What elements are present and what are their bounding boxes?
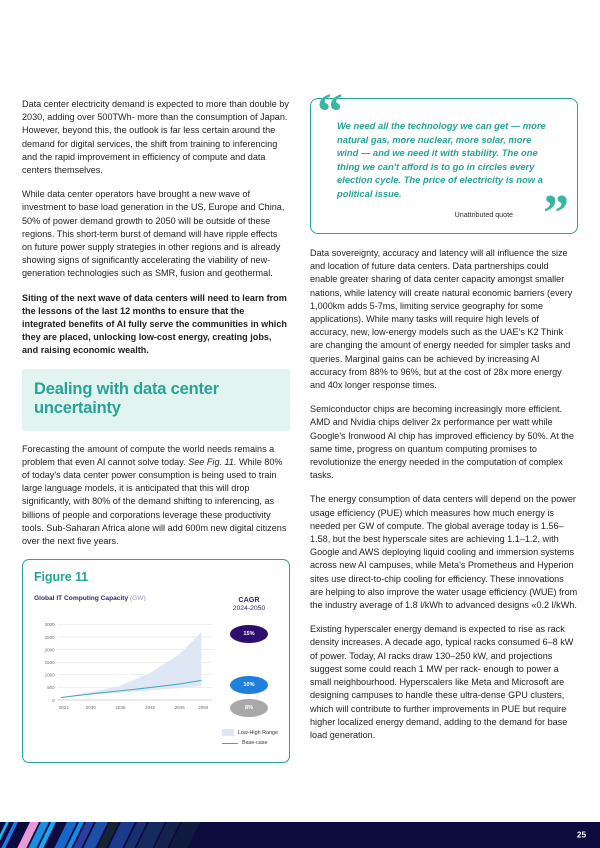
cagr-bubble-base: 10% xyxy=(230,676,268,694)
figure-body xyxy=(34,595,278,750)
svg-text:2050: 2050 xyxy=(198,705,209,711)
svg-text:2035: 2035 xyxy=(115,705,126,711)
left-column xyxy=(22,98,290,763)
chart-area xyxy=(34,595,214,750)
svg-text:1000: 1000 xyxy=(44,672,55,678)
svg-text:2030: 2030 xyxy=(85,705,96,711)
legend-swatch-icon xyxy=(222,729,234,736)
pull-quote-box xyxy=(310,84,578,242)
svg-text:2045: 2045 xyxy=(174,705,185,711)
cagr-bubble-high: 15% xyxy=(230,625,268,643)
paragraph: The energy consumption of data centers will depend on the power usage efficiency (PUE) which measures how much energy is needed per GW of compute. The global average today is 1.56–1.58, but the best hyperscale sites are achieving 1.1–1.2, with Google and AWS deploying liquid cooling and immersion systems across new AI campuses, while Meta's Prometheus and Hyperion sites use direct-to-chip cooling for efficiency. These innovations are helping to also improve the water usage efficiency (WUE) from the industry average of 1.8 l/kWh to advanced designs «0.2 l/kWh. xyxy=(310,494,578,611)
paragraph: Data sovereignty, accuracy and latency will all influence the size and location of future data centers. Data partnerships could enable greater sharing of data center capacity amongst smaller nations, while latency will create natural economic barriers (every 1,000km adds 5-7ms, limiting service geography for some applications). While many tasks will require high levels of accuracy, new, low-energy models such as the UAE's K2 Think are changing the amount of energy needed for simpler tasks and queries. Marginal gains can be achieved by increasing AI accuracy from 88% to 96%, but at the cost of 28x more energy and 40x longer response times. xyxy=(310,248,573,391)
legend-item-base-case xyxy=(222,740,278,746)
cagr-bubbles xyxy=(220,619,278,719)
svg-text:2024: 2024 xyxy=(58,705,69,711)
cagr-panel xyxy=(220,595,278,750)
right-column xyxy=(310,84,578,763)
svg-text:2000: 2000 xyxy=(44,647,55,653)
chart-title-unit: (GW) xyxy=(129,595,146,603)
paragraph: Existing hyperscaler energy demand is expected to rise as rack density increases. A decade ago, typical racks consumed 6–8 kW of power. Today, AI racks draw 130–250 kW, and projections suggest some could reach 1 MW per rack- enough to power a small neighbourhood. Hyperscalers like Meta and Microsoft are designing campuses to handle these ultra-dense GPU clusters, which will contribute to further improvements in PUE but require higher localized energy demand, adding to the demand for base load generation. xyxy=(310,624,574,740)
figure-card xyxy=(22,559,290,763)
cagr-period: 2024-2050 xyxy=(232,605,266,613)
section-heading-band xyxy=(22,369,290,431)
decorative-stripes xyxy=(0,822,290,848)
figure-reference: See Fig. 11. xyxy=(188,456,237,467)
paragraph: While data center operators have brought a new wave of investment to base load generation in the US, Europe and China, 50% of power demand growth to 2050 will be outside of these regions. This short-term burst of demand will have ripple effects on future power supply strategies in other regions and is already showing signs of significantly accelerating the viability of new-generation technologies such as SMR, fusion and geothermal. xyxy=(22,189,285,279)
legend-item-range xyxy=(222,729,278,736)
two-column-layout xyxy=(0,84,600,763)
chart-title xyxy=(34,595,214,602)
legend-line-icon xyxy=(222,743,238,744)
paragraph-text-pre: Forecasting the amount of compute the world needs remains a problem that even AI cannot solve today. xyxy=(22,443,275,467)
quote-open-icon: “ xyxy=(317,84,343,141)
legend-label-base-case: Base-case xyxy=(242,740,268,747)
paragraph-text-post: While 80% of today's data center power consumption is being used to train large language models, it is anticipated that this will drop significantly, with 80% of the demand shifting to inferencing, as billions of people and corporations leverage these productivity tools. Sub-Saharan Africa alone will add 600m new digital citizens over the next five years. xyxy=(22,456,287,547)
x-axis-tick-labels xyxy=(59,705,209,710)
paragraph: Data center electricity demand is expected to more than double by 2030, adding over 500TWh- more than the consumption of Japan. However, beyond this, the outlook is far less certain around the demand for digital services, the shift from training to inferencing and the rapid improvement in efficiency of compute and data centers themselves. xyxy=(22,99,289,176)
svg-text:3000: 3000 xyxy=(44,622,55,628)
legend-label-range: Low-High Range xyxy=(237,729,278,736)
highlight-paragraph: Siting of the next wave of data centers will need to learn from the lessons of the last 12 months to ensure that the integrated benefits of AI fully serve the communities in which they are placed, unlocking low-cost energy, creating jobs, and raising economic wealth. xyxy=(22,292,287,356)
page-footer xyxy=(0,822,600,848)
svg-text:2040: 2040 xyxy=(145,705,156,711)
quote-text: We need all the technology we can get — more natural gas, more nuclear, more solar, more wind — and we need it with stability. The one thing we can't afford is to go in circles every election cycle. The price of electricity is now a political issue. xyxy=(337,120,546,199)
svg-text:500: 500 xyxy=(47,685,55,691)
line-area-chart xyxy=(34,610,214,718)
quote-close-icon: ” xyxy=(543,185,569,242)
page-number: 25 xyxy=(576,830,586,840)
quote-attribution: Unattributed quote xyxy=(454,210,513,219)
section-heading: Dealing with data center uncertainty xyxy=(34,379,219,417)
chart-legend xyxy=(220,729,278,746)
svg-text:2500: 2500 xyxy=(44,635,55,641)
chart-title-main: Global IT Computing Capacity xyxy=(34,595,130,603)
figure-label: Figure 11 xyxy=(34,570,88,585)
low-high-range-band xyxy=(61,632,201,698)
y-axis-tick-labels xyxy=(45,622,56,703)
paragraph-with-figure-reference xyxy=(22,443,290,549)
stripes-graphic xyxy=(0,822,290,848)
cagr-heading: CAGR xyxy=(238,595,260,605)
svg-text:0: 0 xyxy=(52,698,55,704)
paragraph: Semiconductor chips are becoming increasingly more efficient. AMD and Nvidia chips deliver 2x performance per watt while Google's Ironwood AI chip has improved efficiency by 50%. At the same time, progress on quantum computing promises to revolutionize the energy needed in the computation of complex tasks. xyxy=(310,404,574,481)
cagr-bubble-low: 8% xyxy=(230,699,268,717)
plot-wrapper xyxy=(34,610,214,718)
svg-text:1500: 1500 xyxy=(44,660,55,666)
